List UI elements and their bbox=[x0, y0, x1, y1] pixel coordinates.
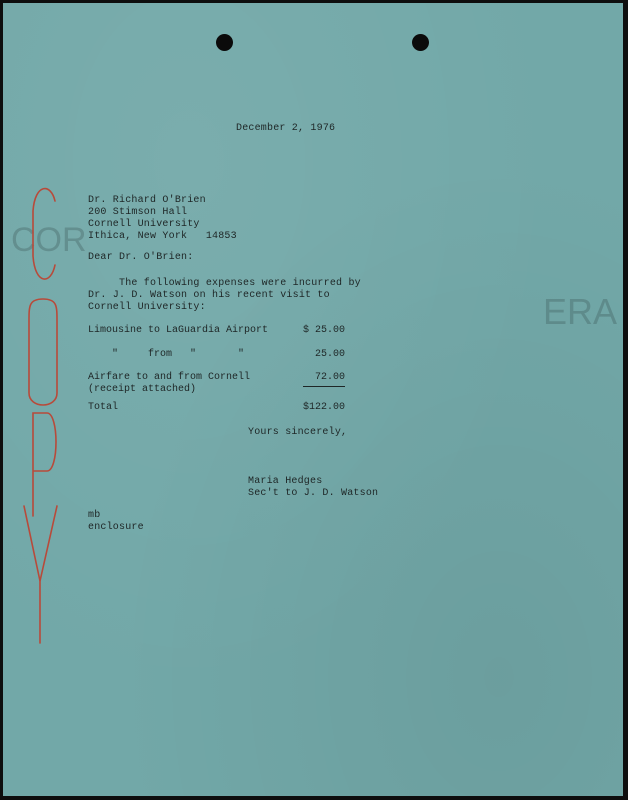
punch-hole bbox=[412, 34, 429, 51]
closing: Yours sincerely, bbox=[248, 427, 348, 438]
recipient-institution: Cornell University bbox=[88, 219, 200, 230]
recipient-city: Ithica, New York 14853 bbox=[88, 231, 237, 242]
letter-date: December 2, 1976 bbox=[236, 123, 336, 134]
sum-rule bbox=[303, 386, 345, 387]
letter-page bbox=[3, 3, 623, 796]
expense-label: Limousine to LaGuardia Airport bbox=[88, 325, 269, 336]
show-through-text: COR bbox=[11, 221, 87, 259]
expense-label: " from " " bbox=[88, 349, 245, 360]
signer-name: Maria Hedges bbox=[248, 476, 323, 487]
punch-hole bbox=[216, 34, 233, 51]
signer-title: Sec't to J. D. Watson bbox=[248, 488, 379, 499]
body-line: Cornell University: bbox=[88, 302, 206, 313]
show-through-text: ERA bbox=[543, 291, 618, 332]
recipient-street: 200 Stimson Hall bbox=[88, 207, 188, 218]
enclosure-note: enclosure bbox=[88, 522, 144, 533]
salutation: Dear Dr. O'Brien: bbox=[88, 252, 194, 263]
expense-amount: 25.00 bbox=[314, 349, 345, 360]
typist-initials: mb bbox=[88, 510, 101, 521]
total-label: Total bbox=[88, 402, 119, 413]
recipient-name: Dr. Richard O'Brien bbox=[88, 195, 206, 206]
body-line: Dr. J. D. Watson on his recent visit to bbox=[88, 290, 330, 301]
recipient-address bbox=[88, 195, 237, 243]
total-amount: $122.00 bbox=[302, 402, 345, 413]
expense-amount: $ 25.00 bbox=[302, 325, 345, 336]
copy-stamp bbox=[21, 181, 61, 646]
expense-note: (receipt attached) bbox=[88, 384, 197, 395]
body-line: The following expenses were incurred by bbox=[88, 278, 361, 289]
expense-label: Airfare to and from Cornell bbox=[88, 372, 251, 383]
letter-body bbox=[88, 278, 361, 314]
expense-amount: 72.00 bbox=[314, 372, 345, 383]
